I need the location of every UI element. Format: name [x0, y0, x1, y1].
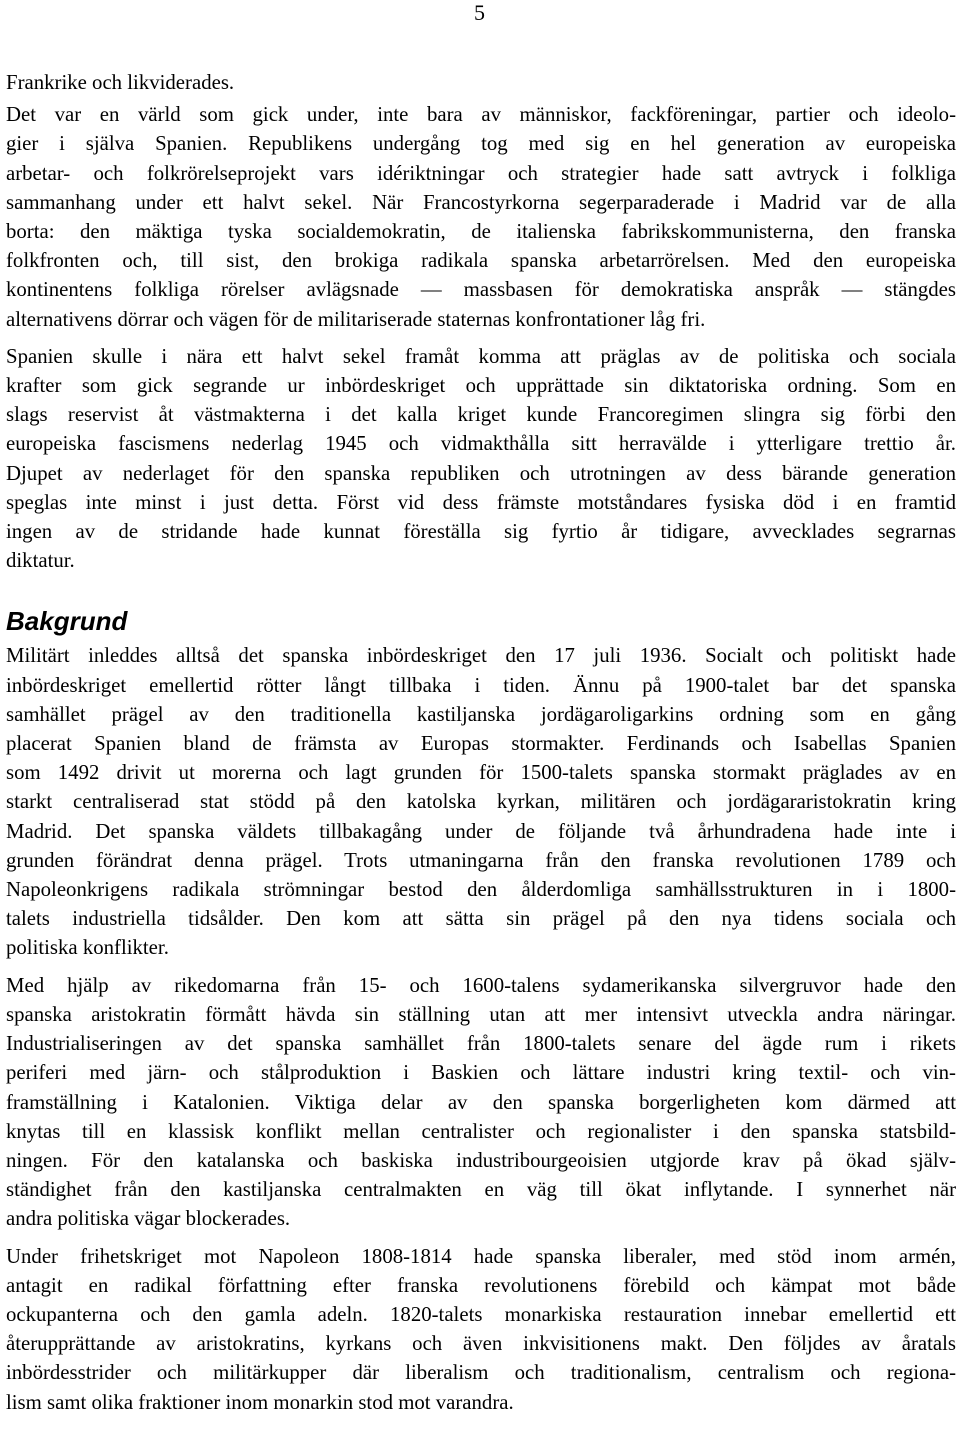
text-line: europeiska fascismens nederlag 1945 och vidmakthålla sitt herravälde i ytterligare trettio år. — [6, 432, 956, 456]
text-line: slags reservist åt västmakterna i det kalla kriget kunde Francoregimen slingra sig förbi den — [6, 403, 956, 427]
text-line: placerat Spanien bland de främsta av Europas stormakter. Ferdinands och Isabellas Spanien — [6, 732, 956, 756]
text-line: Med hjälp av rikedomarna från 15- och 1600-talens sydamerikanska silvergruvor hade den — [6, 973, 956, 997]
text-line: återupprättande av aristokratins, kyrkans och även inkvisitionens makt. Den följdes av åratals — [6, 1332, 956, 1356]
text-line: alternativens dörrar och vägen för de militariserade staternas konfrontationer låg fri. — [6, 307, 706, 331]
text-line: ningen. För den katalanska och baskiska industribourgeoisien utgjorde krav på ökad själv- — [6, 1148, 956, 1172]
paragraph-2 — [6, 100, 956, 334]
text-line: Industrialiseringen av det spanska samhället från 1800-talets senare del ägde rum i rikets — [6, 1032, 956, 1056]
text-line: politiska konflikter. — [6, 936, 169, 960]
text-line: grunden förändrat denna prägel. Trots utmaningarna från den franska revolutionen 1789 och — [6, 848, 956, 872]
text-line: Djupet av nederlaget för den spanska republiken och utrotningen av dess bärande generation — [6, 461, 956, 485]
text-line: ingen av de stridande hade kunnat föreställa sig fyrtio år tidigare, avvecklades segrarnas — [6, 520, 956, 544]
text-line: antagit en radikal författning efter franska revolutionens förebild och kämpat mot både — [6, 1273, 956, 1297]
text-line: inbördesstrider och militärkupper där liberalism och traditionalism, centralism och regiona- — [6, 1361, 956, 1385]
text-line: Spanien skulle i nära ett halvt sekel framåt komma att präglas av de politiska och sociala — [6, 344, 956, 368]
paragraph-1 — [6, 68, 956, 97]
paragraph-3 — [6, 342, 956, 576]
text-line: ständighet från den kastiljanska centralmakten en väg till ökat inflytande. I synnerhet när — [6, 1178, 956, 1202]
text-line: starkt centraliserad stat stödd på den katolska kyrkan, militären och jordägararistokratin kring — [6, 790, 956, 814]
text-line: knytas till en klassisk konflikt mellan centralister och regionalister i den spanska statsbild- — [6, 1119, 956, 1143]
paragraph-5 — [6, 971, 956, 1234]
text-line: samhället prägel av den traditionella kastiljanska jordägaroligarkins ordning som en gång — [6, 702, 956, 726]
text-line: sammanhang under ett halvt sekel. När Francostyrkorna segerparaderade i Madrid var de alla — [6, 190, 956, 214]
text-line: kontinentens folkliga rörelser avlägsnade — massbasen för demokratiska anspråk — stängdes — [6, 278, 956, 302]
text-line: som 1492 drivit ut morerna och lagt grunden för 1500-talets spanska stormakt präglades av en — [6, 761, 956, 785]
text-line: spanska aristokratin förmått hävda sin ställning utan att mer intensivt utveckla andra näringar. — [6, 1002, 956, 1026]
text-line: Det var en värld som gick under, inte bara av människor, fackföreningar, partier och ideolo- — [6, 103, 956, 127]
section-heading: Bakgrund — [6, 606, 128, 637]
text-line: ockupanterna och den gamla adeln. 1820-talets monarkiska restauration innebar emellertid ett — [6, 1302, 956, 1326]
text-line: Madrid. Det spanska väldets tillbakagång under de följande två århundradena hade inte i — [6, 819, 956, 843]
text-line: andra politiska vägar blockerades. — [6, 1207, 291, 1231]
text-line: periferi med järn- och stålproduktion i Baskien och lättare industri kring textil- och vin- — [6, 1061, 956, 1085]
text-line: Militärt inleddes alltså det spanska inbördeskriget den 17 juli 1936. Socialt och politiskt hade — [6, 644, 956, 668]
paragraph-4 — [6, 641, 956, 962]
text-line: gier i själva Spanien. Republikens undergång tog med sig en hel generation av europeiska — [6, 132, 956, 156]
text-line: diktatur. — [6, 549, 75, 573]
text-line: talets industriella tidsålder. Den kom att sätta sin prägel på den nya tidens sociala och — [6, 907, 956, 931]
text-line: arbetar- och folkrörelseprojekt vars idériktningar och strategier hade satt avtryck i folkliga — [6, 161, 956, 185]
page-number: 5 — [474, 0, 485, 25]
text-line: folkfronten och, till sist, den brokiga radikala spanska arbetarrörelsen. Med den europeiska — [6, 249, 956, 273]
text-line: krafter som gick segrande ur inbördeskriget och upprättade sin diktatoriska ordning. Som en — [6, 374, 956, 398]
text-line: lism samt olika fraktioner inom monarkin stod mot varandra. — [6, 1390, 514, 1414]
paragraph-6 — [6, 1242, 956, 1417]
text-line: Under frihetskriget mot Napoleon 1808-1814 hade spanska liberaler, med stöd inom armén, — [6, 1244, 956, 1268]
text-line: Frankrike och likviderades. — [6, 71, 235, 94]
text-line: framställning i Katalonien. Viktiga delar av den spanska borgerligheten kom därmed att — [6, 1090, 956, 1114]
body-text — [6, 68, 956, 1417]
text-line: borta: den mäktiga tyska socialdemokratin, de italienska fabrikskommunisterna, den franska — [6, 220, 956, 244]
text-line: speglas inte minst i just detta. Först vid dess främste motståndares fysiska död i en framtid — [6, 490, 956, 514]
text-line: Napoleonkrigens radikala strömningar bestod den ålderdomliga samhällsstrukturen in i 1800- — [6, 878, 956, 902]
text-line: inbördeskriget emellertid rötter långt tillbaka i tiden. Ännu på 1900-talet bar det spanska — [6, 673, 956, 697]
